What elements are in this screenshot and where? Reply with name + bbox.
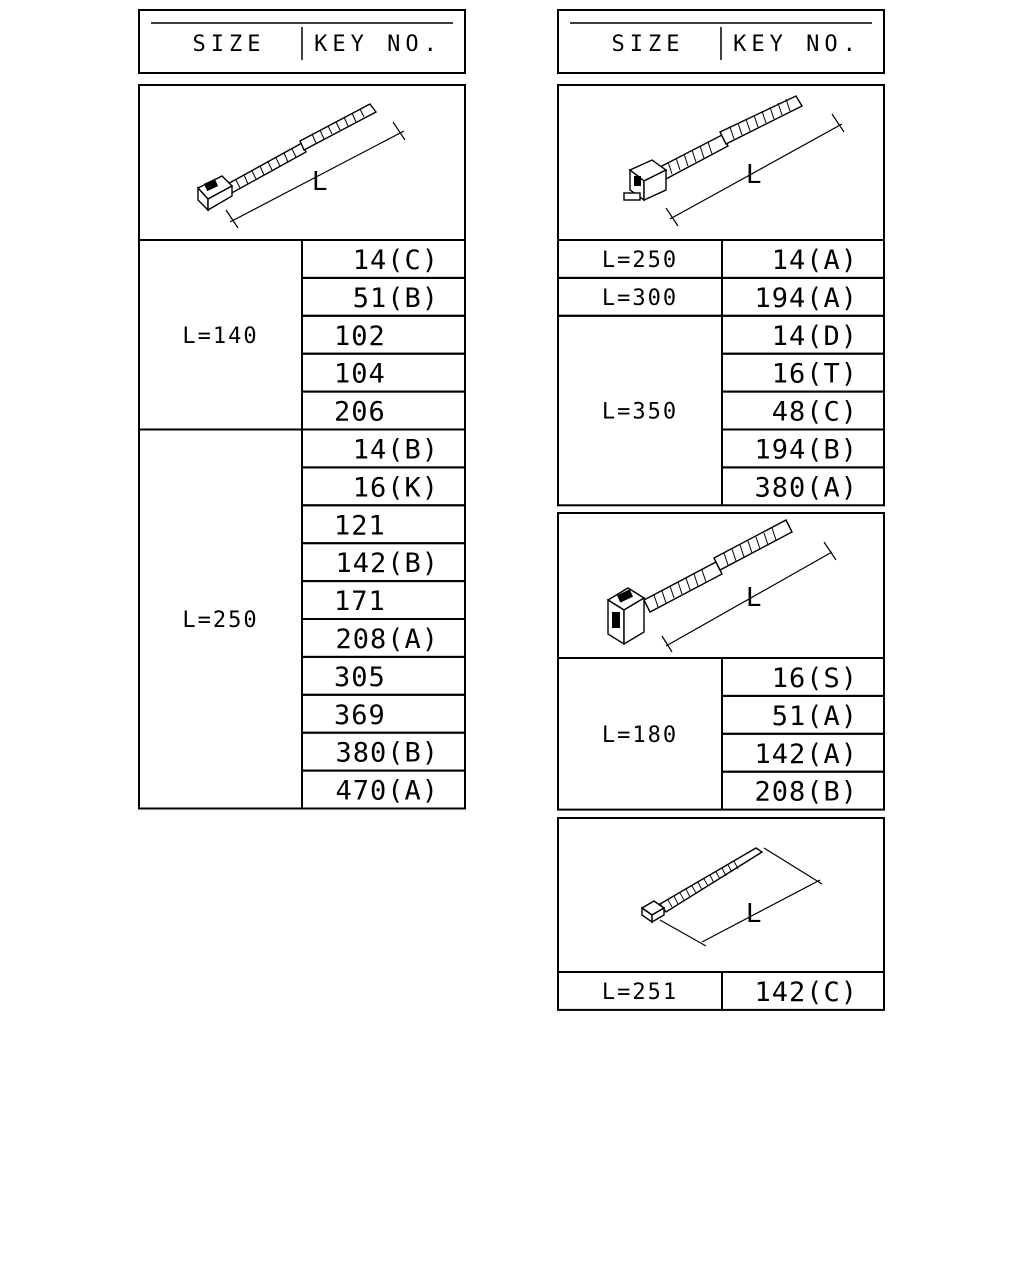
key-number: 104	[334, 358, 386, 390]
key-number: 14(D)	[771, 320, 858, 352]
key-number: 142(A)	[754, 738, 858, 770]
key-number: 16(S)	[771, 662, 858, 694]
key-number: 48(C)	[771, 396, 858, 428]
size-value: L=251	[601, 979, 679, 1005]
key-no-column-header: KEY NO.	[314, 32, 442, 57]
key-table-body	[139, 240, 884, 1010]
key-number: 305	[334, 661, 386, 693]
key-number: 16(T)	[771, 358, 858, 390]
key-number: 208(B)	[754, 776, 858, 808]
key-number: 206	[334, 396, 386, 428]
size-column-header: SIZE	[611, 32, 685, 57]
key-number: 14(A)	[771, 244, 858, 276]
cable-tie-illustration	[608, 520, 836, 652]
left-illustration-frame	[139, 85, 465, 240]
size-value: L=140	[182, 323, 259, 349]
right-illustration-frame-2	[558, 513, 884, 658]
key-number: 142(C)	[754, 976, 858, 1008]
right-table-header	[558, 10, 884, 73]
key-no-column-header: KEY NO.	[733, 32, 861, 57]
key-number: 14(B)	[352, 434, 439, 466]
right-illustration-frame-1	[558, 85, 884, 240]
key-number: 14(C)	[352, 244, 439, 276]
key-number: 51(B)	[352, 282, 439, 314]
size-column-header: SIZE	[192, 32, 266, 57]
dimension-label: L	[746, 583, 761, 613]
key-number: 121	[334, 510, 386, 542]
dimension-label: L	[312, 167, 327, 197]
size-value: L=250	[601, 247, 679, 273]
key-number: 380(A)	[754, 472, 858, 504]
size-value: L=180	[601, 722, 679, 748]
dimension-label: L	[746, 899, 761, 929]
right-illustration-frame-3	[558, 818, 884, 972]
size-value: L=350	[601, 399, 679, 425]
key-number: 16(K)	[352, 472, 439, 504]
key-number: 51(A)	[771, 700, 858, 732]
key-number: 102	[334, 320, 386, 352]
key-number: 171	[334, 586, 386, 618]
key-number: 194(A)	[754, 282, 858, 314]
size-value: L=300	[601, 285, 679, 311]
key-number: 369	[334, 699, 386, 731]
key-number: 380(B)	[335, 737, 439, 769]
size-value: L=250	[182, 608, 259, 633]
key-number: 208(A)	[335, 623, 439, 655]
left-table-header	[139, 10, 465, 73]
cable-tie-illustration	[198, 104, 405, 228]
key-number: 470(A)	[335, 775, 439, 807]
key-number: 142(B)	[335, 548, 439, 580]
dimension-label: L	[746, 160, 761, 190]
cable-tie-illustration	[642, 848, 822, 946]
key-number: 194(B)	[754, 434, 858, 466]
cable-tie-illustration	[624, 96, 844, 226]
